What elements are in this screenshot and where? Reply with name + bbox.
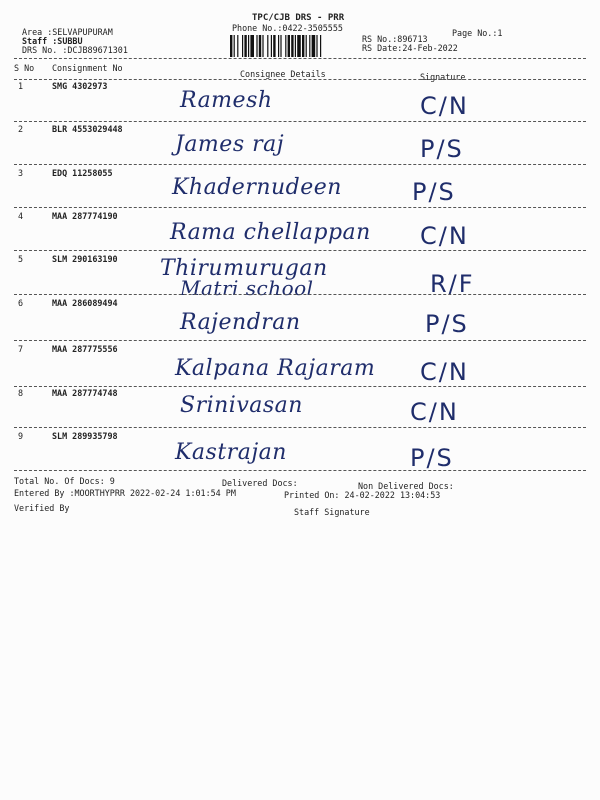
row-signature-handwriting: C/N xyxy=(410,398,459,426)
barcode-bar xyxy=(295,35,296,57)
barcode-bar xyxy=(230,35,232,57)
row-consignee-handwriting: Kastrajan xyxy=(175,440,287,465)
divider xyxy=(14,250,586,251)
barcode-bar xyxy=(248,35,249,57)
barcode-bar xyxy=(273,35,275,57)
row-s-no: 2 xyxy=(18,124,24,134)
row-s-no: 5 xyxy=(18,254,24,264)
row-consignee-handwriting: James raj xyxy=(175,132,285,157)
row-s-no: 3 xyxy=(18,168,24,178)
non-delivered-docs: Non Delivered Docs: xyxy=(358,481,454,491)
staff-label: Staff :SUBBU xyxy=(22,36,83,46)
barcode-bar xyxy=(271,35,272,57)
row-consignee-handwriting: Kalpana Rajaram xyxy=(175,356,376,381)
barcode-bar xyxy=(297,35,301,57)
divider xyxy=(14,470,586,471)
row-consignment: BLR 4553029448 xyxy=(52,124,123,134)
rs-date: RS Date:24-Feb-2022 xyxy=(362,43,458,53)
row-signature-handwriting: C/N xyxy=(420,358,469,386)
row-signature-handwriting: P/S xyxy=(425,310,469,338)
column-header-signature: Signature xyxy=(420,72,466,82)
verified-by: Verified By xyxy=(14,503,70,513)
barcode-bar xyxy=(237,35,238,57)
row-signature-handwriting: C/N xyxy=(420,222,469,250)
divider xyxy=(14,207,586,208)
barcode-bar xyxy=(306,35,307,57)
row-s-no: 1 xyxy=(18,81,24,91)
total-docs: Total No. Of Docs: 9 xyxy=(14,476,115,486)
row-consignment: MAA 287775556 xyxy=(52,344,118,354)
row-consignee-handwriting: Srinivasan xyxy=(180,393,303,418)
row-signature-handwriting: R/F xyxy=(430,270,475,298)
row-s-no: 6 xyxy=(18,298,24,308)
row-signature-handwriting: P/S xyxy=(410,444,454,472)
divider xyxy=(14,386,586,387)
row-consignee-handwriting: Rama chellappan xyxy=(170,220,371,245)
barcode-bar xyxy=(259,35,261,57)
barcode-bar xyxy=(309,35,310,57)
barcode-bar xyxy=(278,35,279,57)
divider xyxy=(14,58,586,59)
barcode-bar xyxy=(288,35,290,57)
row-consignee-handwriting: Thirumurugan xyxy=(160,256,328,281)
printed-on: Printed On: 24-02-2022 13:04:53 xyxy=(284,490,441,500)
barcode-bar xyxy=(256,35,257,57)
barcode-bar xyxy=(285,35,286,57)
barcode-bar xyxy=(312,35,316,57)
barcode-bar xyxy=(244,35,246,57)
row-signature-handwriting: P/S xyxy=(420,135,464,163)
divider xyxy=(14,427,586,428)
barcode-bar xyxy=(262,35,263,57)
barcode-bar xyxy=(291,35,293,57)
rs-number: RS No.:896713 xyxy=(362,34,428,44)
row-s-no: 4 xyxy=(18,211,24,221)
divider xyxy=(14,340,586,341)
row-consignment: SMG 4302973 xyxy=(52,81,108,91)
barcode-bar xyxy=(316,35,317,57)
row-s-no: 9 xyxy=(18,431,24,441)
entered-by: Entered By :MOORTHYPRR 2022-02-24 1:01:54 PM xyxy=(14,488,236,498)
barcode-bar xyxy=(234,35,235,57)
row-consignment: MAA 287774748 xyxy=(52,388,118,398)
row-consignment: EDQ 11258055 xyxy=(52,168,113,178)
row-consignment: SLM 290163190 xyxy=(52,254,118,264)
column-header-consignee: Consignee Details xyxy=(240,69,326,79)
row-consignee-handwriting: Khadernudeen xyxy=(172,175,342,200)
staff-signature: Staff Signature xyxy=(294,507,370,517)
row-consignment: MAA 286089494 xyxy=(52,298,118,308)
row-consignment: SLM 289935798 xyxy=(52,431,118,441)
phone-number: Phone No.:0422-3505555 xyxy=(232,23,343,33)
document-title: TPC/CJB DRS - PRR xyxy=(252,13,345,23)
barcode-bar xyxy=(250,35,254,57)
divider xyxy=(14,294,586,295)
column-header-s-no: S No xyxy=(14,63,35,73)
page-number: Page No.:1 xyxy=(452,28,503,38)
row-signature-handwriting: C/N xyxy=(420,92,469,120)
divider xyxy=(14,121,586,122)
row-s-no: 7 xyxy=(18,344,24,354)
barcode-bar xyxy=(280,35,281,57)
barcode-bar xyxy=(242,35,243,57)
divider xyxy=(14,79,586,80)
row-consignee-handwriting: Ramesh xyxy=(180,88,273,113)
row-s-no: 8 xyxy=(18,388,24,398)
barcode-bar xyxy=(320,35,321,57)
divider xyxy=(14,164,586,165)
row-consignee-handwriting: Rajendran xyxy=(180,310,301,335)
row-consignment: MAA 287774190 xyxy=(52,211,118,221)
column-header-consignment: Consignment No xyxy=(52,63,123,73)
barcode-bar xyxy=(302,35,304,57)
row-signature-handwriting: P/S xyxy=(412,178,456,206)
barcode xyxy=(230,35,354,57)
barcode-bar xyxy=(267,35,268,57)
area-label: Area :SELVAPUPURAM xyxy=(22,27,113,37)
drs-number: DRS No. :DCJB89671301 xyxy=(22,45,128,55)
row-consignee-handwriting-line2: Matri school xyxy=(180,276,314,300)
delivered-docs: Delivered Docs: xyxy=(222,478,298,488)
